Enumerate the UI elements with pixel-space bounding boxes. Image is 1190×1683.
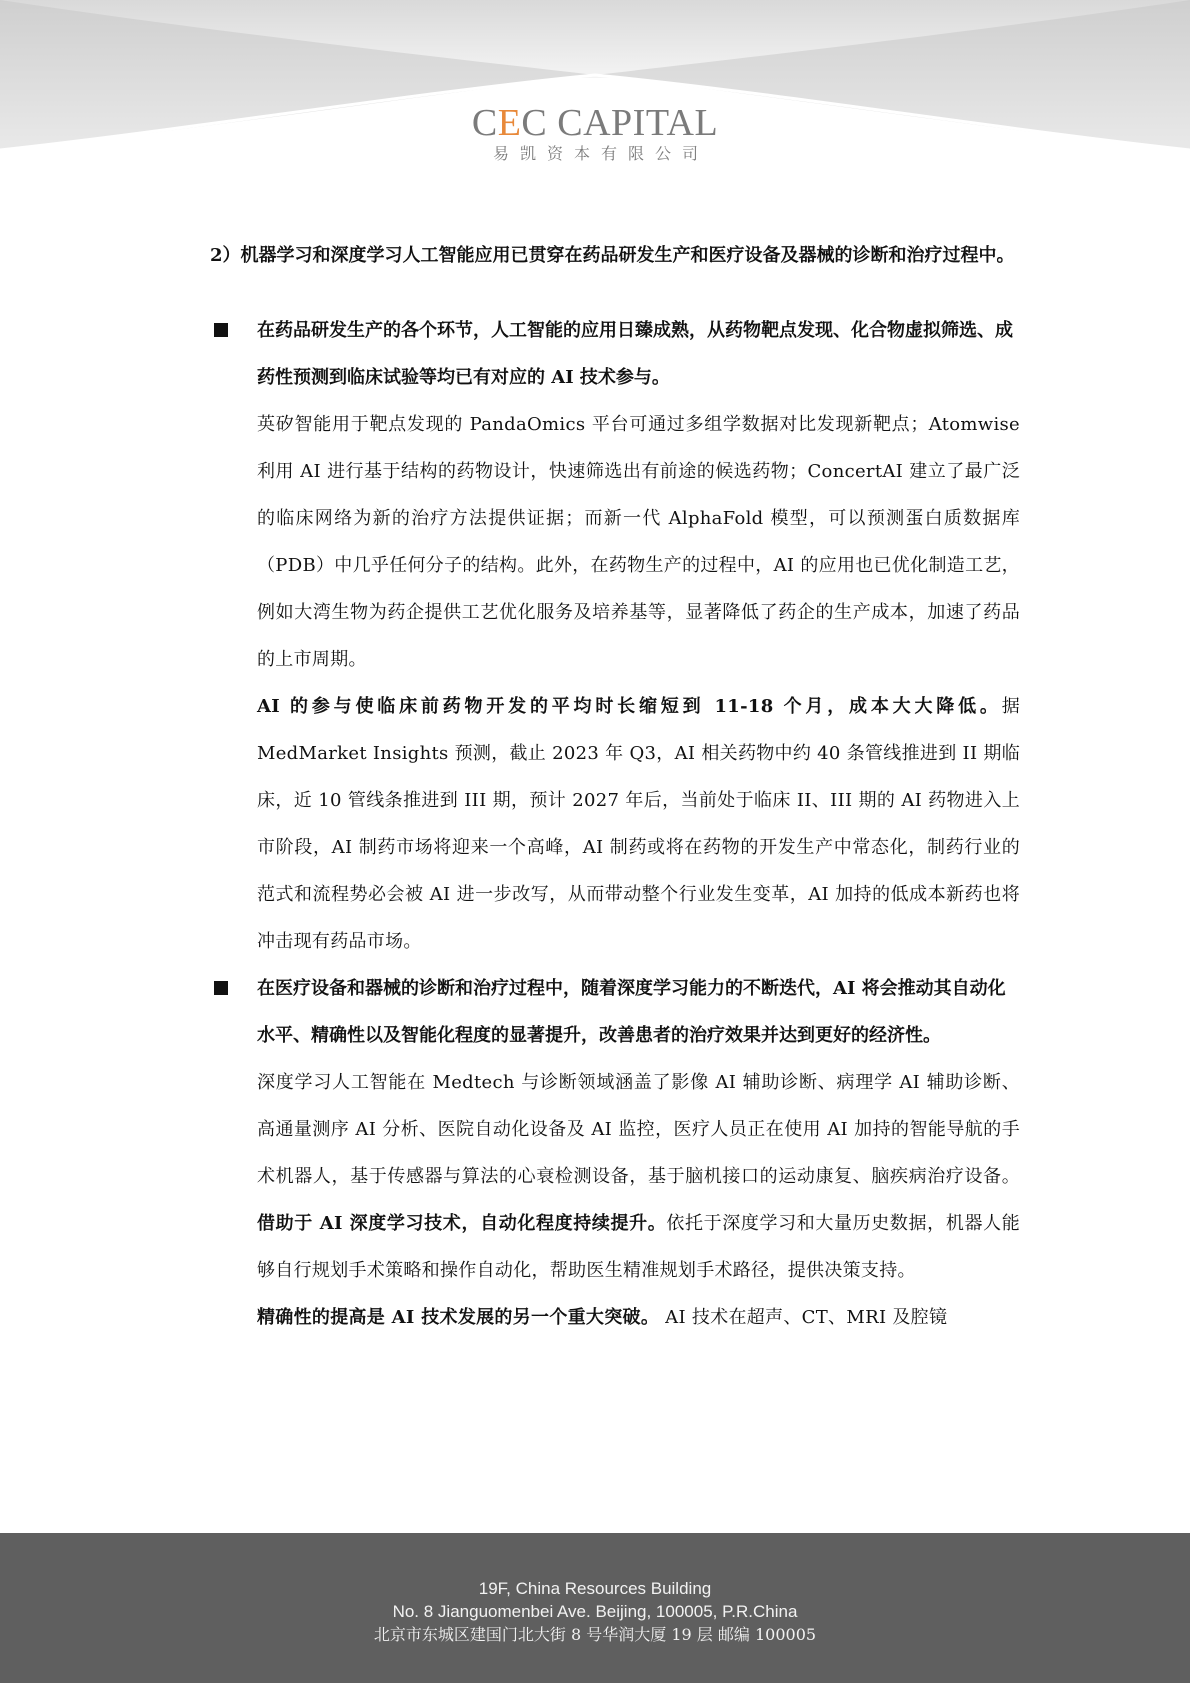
paragraph: 精确性的提高是 AI 技术发展的另一个重大突破。 AI 技术在超声、CT、MRI 及腔镜 xyxy=(257,1307,948,1328)
bullet-section-medtech xyxy=(170,965,1020,1341)
logo-chinese-name: 易凯资本有限公司 xyxy=(492,144,709,163)
paragraph: 英矽智能用于靶点发现的 PandaOmics 平台可通过多组学数据对比发现新靶点；Atomwise 利用 AI 进行基于结构的药物设计，快速筛选出有前途的候选药物；ConcertAI 建立了最广泛的临床网络为新的治疗方法提供证据；而新一代 AlphaFold 模型，可以预测蛋白质数据库（PDB）中几乎任何分子的结构。此外，在药物生产的过程中，AI 的应用也已优化制造工艺，例如大湾生物为药企提供工艺优化服务及培养基等，显著降低了药企的生产成本，加速了药品的上市周期。 xyxy=(257,414,1020,670)
logo-wordmark: CEC CAPITAL xyxy=(471,102,719,144)
paragraph: AI 的参与使临床前药物开发的平均时长缩短到 11-18 个月，成本大大降低。据 MedMarket Insights 预测，截止 2023 年 Q3，AI 相关药物中约 40 条管线推进到 II 期临床，近 10 管线条推进到 III 期，预计 2027 年后，当前处于临床 II、III 期的 AI 药物进入上市阶段，AI 制药市场将迎来一个高峰，AI 制药或将在药物的开发生产中常态化，制药行业的范式和流程势必会被 AI 进一步改写，从而带动整个行业发生变革，AI 加持的低成本新药也将冲击现有药品市场。 xyxy=(257,696,1020,952)
footer-line-3: 北京市东城区建国门北大街 8 号华润大厦 19 层 邮编 100005 xyxy=(373,1625,817,1644)
bullet-section-drug-rd xyxy=(170,307,1020,965)
footer-line-2: No. 8 Jianguomenbei Ave. Beijing, 100005, P.R.China xyxy=(392,1602,798,1621)
footer-line-1: 19F, China Resources Building xyxy=(478,1579,712,1598)
document-body xyxy=(170,232,1020,1341)
paragraph: 深度学习人工智能在 Medtech 与诊断领域涵盖了影像 AI 辅助诊断、病理学 AI 辅助诊断、高通量测序 AI 分析、医院自动化设备及 AI 监控，医疗人员正在使用 AI 加持的智能导航的手术机器人，基于传感器与算法的心衰检测设备，基于脑机接口的运动康复、脑疾病治疗设备。借助于 AI 深度学习技术，自动化程度持续提升。依托于深度学习和大量历史数据，机器人能够自行规划手术策略和操作自动化，帮助医生精准规划手术路径，提供决策支持。 xyxy=(257,1072,1021,1281)
square-bullet-icon xyxy=(214,323,228,337)
company-logo xyxy=(0,104,1190,164)
footer-address xyxy=(0,1533,1190,1683)
square-bullet-icon xyxy=(214,981,228,995)
bullet-lead: 在药品研发生产的各个环节，人工智能的应用日臻成熟，从药物靶点发现、化合物虚拟筛选、成药性预测到临床试验等均已有对应的 AI 技术参与。 xyxy=(257,320,1013,388)
bullet-lead: 在医疗设备和器械的诊断和治疗过程中，随着深度学习能力的不断迭代，AI 将会推动其自动化水平、精确性以及智能化程度的显著提升，改善患者的治疗效果并达到更好的经济性。 xyxy=(257,978,1006,1046)
section-heading: 2）机器学习和深度学习人工智能应用已贯穿在药品研发生产和医疗设备及器械的诊断和治疗过程中。 xyxy=(210,245,1015,266)
